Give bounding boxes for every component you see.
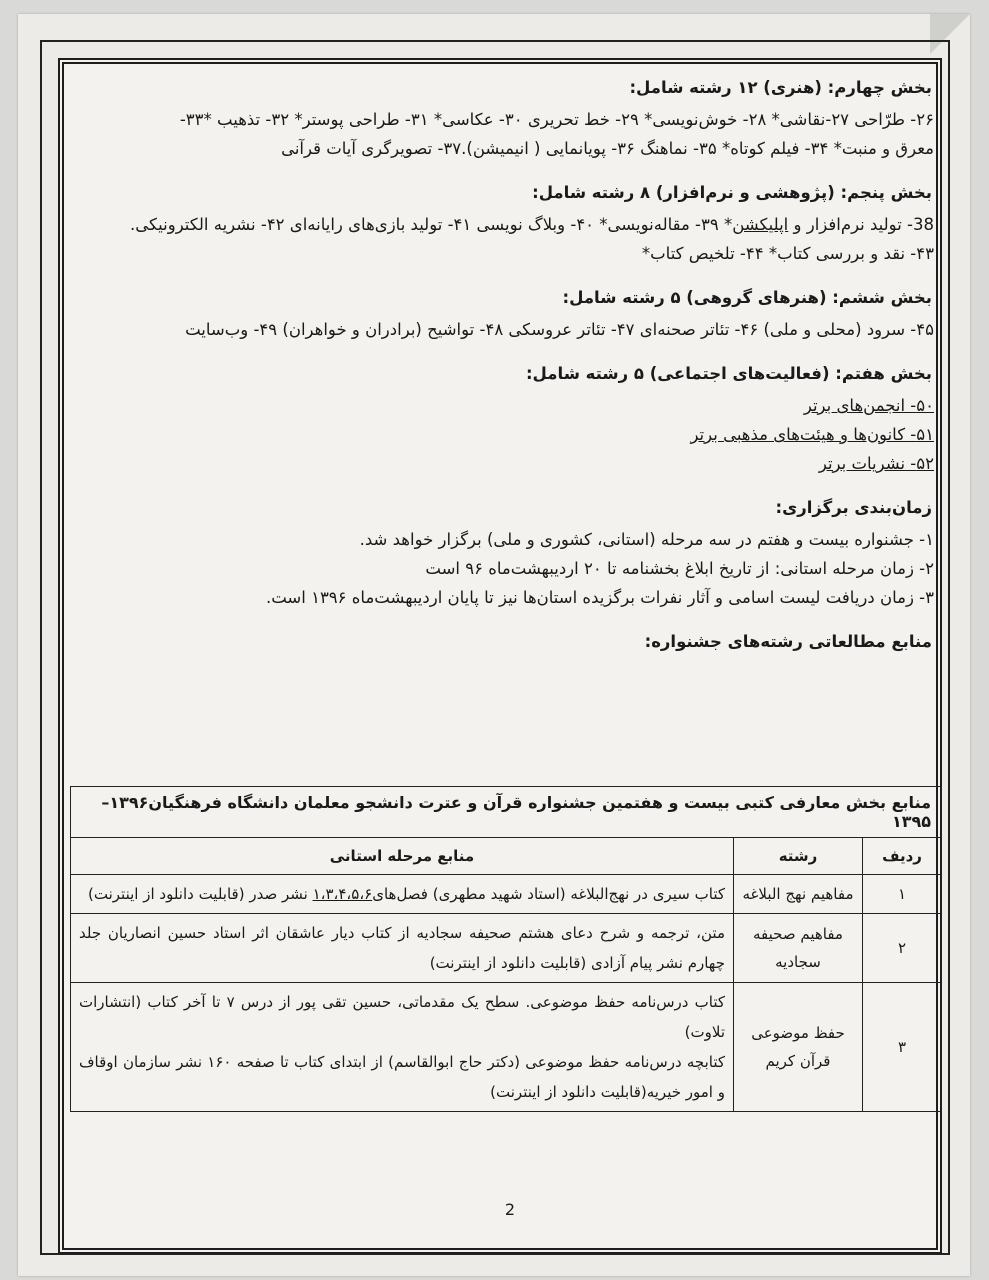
schedule-item: ۱- جشنواره بیست و هفتم در سه مرحله (استانی، کشوری و ملی) برگزار خواهد شد. bbox=[359, 530, 934, 549]
section-7-item: ۵۱- کانون‌ها و هیئت‌های مذهبی برتر bbox=[690, 425, 934, 444]
table-row bbox=[71, 983, 942, 1112]
header-row-number: ردیف bbox=[863, 838, 942, 875]
section-5-title: بخش پنجم: (پژوهشی و نرم‌افزار) ۸ رشته شامل: bbox=[532, 183, 932, 202]
row-field: مفاهیم نهج البلاغه bbox=[734, 875, 863, 914]
sources-title: منابع مطالعاتی رشته‌های جشنواره: bbox=[644, 632, 932, 651]
schedule-item: ۳- زمان دریافت لیست اسامی و آثار نفرات برگزیده استان‌ها نیز تا پایان اردیبهشت‌ماه ۱۳۹۶ است. bbox=[265, 588, 934, 607]
section-7-title: بخش هفتم: (فعالیت‌های اجتماعی) ۵ رشته شامل: bbox=[525, 364, 932, 383]
header-field: رشته bbox=[734, 838, 863, 875]
section-7-item: ۵۲- نشریات برتر bbox=[818, 454, 934, 473]
section-5-line-1b: اپلیکشن bbox=[732, 215, 789, 234]
table-caption: منابع بخش معارفی کتبی بیست و هفتمین جشنواره قرآن و عترت دانشجو معلمان دانشگاه فرهنگیان۱۳۹۶–۱۳۹۵ bbox=[71, 787, 942, 838]
section-7-item: ۵۰- انجمن‌های برتر bbox=[803, 396, 934, 415]
row-source bbox=[71, 983, 734, 1112]
sources-table bbox=[70, 786, 942, 1112]
row-source-chapters: ۱،۳،۴،۵،۶ bbox=[312, 885, 373, 903]
table-header-row bbox=[71, 838, 942, 875]
row-source-item: کتابچه درس‌نامه حفظ موضوعی (دکتر حاج ابوالقاسم) از ابتدای کتاب تا صفحه ۱۶۰ نشر سازمان اوقاف و امور خیریه(قابلیت دانلود از اینترنت) bbox=[79, 1053, 726, 1101]
table-row bbox=[71, 875, 942, 914]
row-number: ۱ bbox=[863, 875, 942, 914]
row-source: متن، ترجمه و شرح دعای هشتم صحیفه سجادیه از کتاب دیار عاشقان اثر استاد حسین انصاریان جلد چهارم نشر پیام آزادی (قابلیت دانلود از اینترنت) bbox=[71, 914, 734, 983]
row-source-item: کتاب درس‌نامه حفظ موضوعی. سطح یک مقدماتی، حسین تقی پور از درس ۷ تا آخر کتاب (انتشارات تلاوت) bbox=[79, 993, 725, 1041]
section-5-line-1a: 38- تولید نرم‌افزار و bbox=[788, 215, 934, 234]
section-6-line-1: ۴۵- سرود (محلی و ملی) ۴۶- تئاتر صحنه‌ای ۴۷- تئاتر عروسکی ۴۸- تواشیح (برادران و خواهران) ۴۹- وب‌سایت bbox=[185, 320, 934, 339]
row-field: حفظ موضوعی قرآن کریم bbox=[734, 983, 863, 1112]
row-number: ۳ bbox=[863, 983, 942, 1112]
section-4-title: بخش چهارم: (هنری) ۱۲ رشته شامل: bbox=[629, 78, 932, 97]
section-5-line-2: ۴۳- نقد و بررسی کتاب* ۴۴- تلخیص کتاب* bbox=[641, 244, 934, 263]
section-6-title: بخش ششم: (هنرهای گروهی) ۵ رشته شامل: bbox=[562, 288, 932, 307]
section-5-line-1c: * ۳۹- مقاله‌نویسی* ۴۰- وبلاگ نویسی ۴۱- تولید بازی‌های رایانه‌ای ۴۲- نشریه الکترونیکی. bbox=[130, 215, 733, 234]
section-5-line-1 bbox=[68, 210, 934, 239]
row-source-part-a: کتاب سیری در نهج‌البلاغه (استاد شهید مطهری) فصل‌های bbox=[372, 885, 725, 903]
header-source: منابع مرحله استانی bbox=[71, 838, 734, 875]
schedule-title: زمان‌بندی برگزاری: bbox=[775, 498, 932, 517]
row-field: مفاهیم صحیفه سجادیه bbox=[734, 914, 863, 983]
schedule-item: ۲- زمان مرحله استانی: از تاریخ ابلاغ بخشنامه تا ۲۰ اردیبهشت‌ماه ۹۶ است bbox=[425, 559, 934, 578]
row-source bbox=[71, 875, 734, 914]
document-body bbox=[68, 72, 936, 659]
section-4-line-1: ۲۶- طرّاحی ۲۷-نقاشی* ۲۸- خوش‌نویسی* ۲۹- خط تحریری ۳۰- عکاسی* ۳۱- طراحی پوستر* ۳۲- تذهیب *۳۳- bbox=[179, 110, 934, 129]
row-source-part-b: نشر صدر (قابلیت دانلود از اینترنت) bbox=[88, 885, 313, 903]
row-number: ۲ bbox=[863, 914, 942, 983]
table-row bbox=[71, 914, 942, 983]
page-number: 2 bbox=[504, 1200, 516, 1219]
section-4-line-2: معرق و منبت* ۳۴- فیلم کوتاه* ۳۵- نماهنگ ۳۶- پویانمایی ( انیمیشن).۳۷- تصویرگری آیات قرآنی bbox=[281, 139, 934, 158]
